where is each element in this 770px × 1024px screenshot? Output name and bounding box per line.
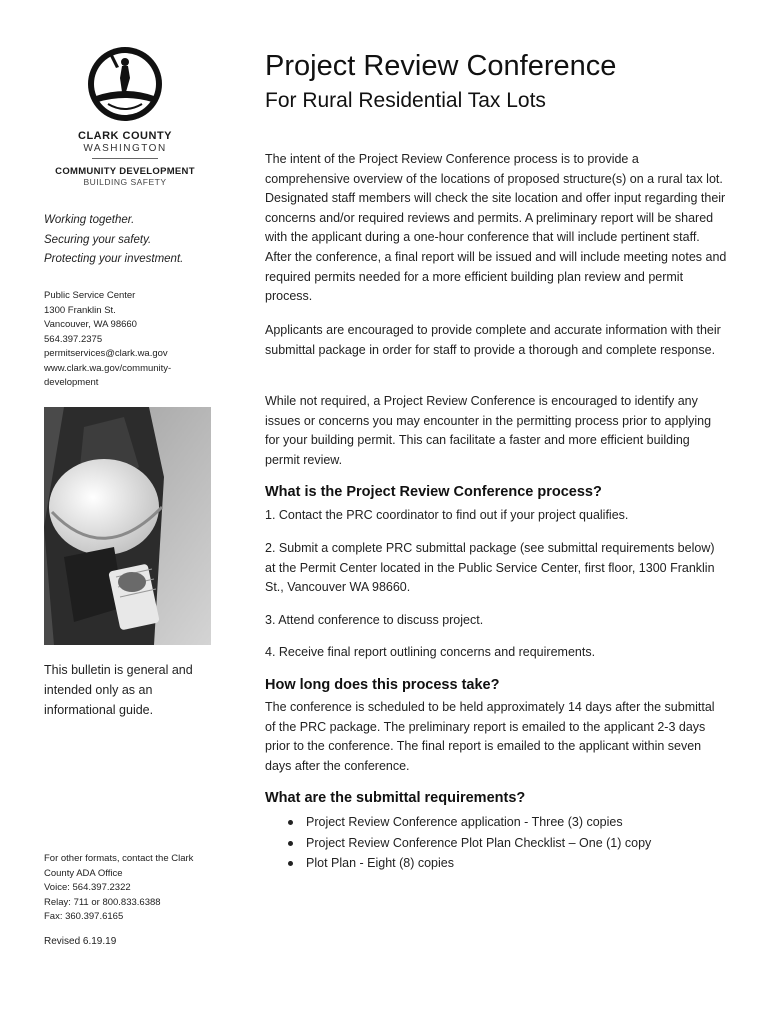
- disclaimer: This bulletin is general and intended only as an informational guide.: [44, 663, 193, 717]
- process-step: 2. Submit a complete PRC submittal package (see submittal requirements below) at the Permit Center located in the Public Service Center, first floor, 1300 Franklin St., Vancouver WA 98660.: [265, 541, 715, 595]
- org-state: WASHINGTON: [83, 143, 167, 154]
- main-header: [265, 48, 725, 114]
- contact-phone: 564.397.2375: [44, 333, 103, 345]
- contact-line: Public Service Center: [44, 290, 136, 301]
- optional-paragraph: While not required, a Project Review Conference is encouraged to identify any issues or concerns you may encounter in the permitting process prior to applying for your building permit. This can facilitate a faster and more efficient building permit review.: [265, 394, 712, 467]
- tagline-line: Working together.: [44, 214, 135, 226]
- org-divider: [92, 158, 158, 159]
- org-name: CLARK COUNTY: [78, 130, 172, 142]
- ada-line: For other formats, contact the Clark: [44, 853, 194, 864]
- contact-line: Vancouver, WA 98660: [44, 319, 137, 330]
- page-title: Project Review Conference: [265, 50, 617, 82]
- ada-voice: Voice: 564.397.2322: [44, 882, 131, 893]
- ada-line: County ADA Office: [44, 867, 123, 879]
- process-heading: What is the Project Review Conference process?: [265, 484, 602, 500]
- duration-paragraph: The conference is scheduled to be held approximately 14 days after the submittal of the PRC package. The preliminary report is emailed to the applicant 2-3 days prior to the conference. The final report is emailed to the applicant within seven days after the conference.: [265, 700, 715, 773]
- tagline: [44, 211, 183, 270]
- ada-fax: Fax: 360.397.6165: [44, 911, 124, 922]
- duration-heading: How long does this process take?: [265, 677, 500, 693]
- process-step: 1. Contact the PRC coordinator to find out if your project qualifies.: [265, 508, 629, 522]
- revision-date: Revised 6.19.19: [44, 936, 117, 947]
- contact-line: 1300 Franklin St.: [44, 304, 116, 316]
- list-item: Project Review Conference Plot Plan Checklist – One (1) copy: [285, 833, 651, 854]
- page-subtitle: For Rural Residential Tax Lots: [265, 89, 546, 112]
- list-item: Project Review Conference application - Three (3) copies: [285, 812, 651, 833]
- contact-info: [44, 289, 171, 391]
- applicants-paragraph: Applicants are encouraged to provide complete and accurate information with their submittal package in order for staff to provide a thorough and complete response.: [265, 323, 721, 357]
- org-division: BUILDING SAFETY: [83, 177, 167, 187]
- tagline-line: Securing your safety.: [44, 233, 152, 246]
- intro-paragraph: The intent of the Project Review Conference process is to provide a comprehensive overview of the locations of proposed structure(s) on a rural tax lot. Designated staff members will check the site location and offer input regarding their concerns and/or required reviews and permits. A preliminary report will be shared with the applicant during a one-hour conference that will include pertinent staff. After the conference, a final report will be issued and will include meeting notes and required permits needed for a more efficient building plan review and permit process.: [265, 152, 727, 304]
- process-step: 3. Attend conference to discuss project.: [265, 613, 484, 627]
- contact-website[interactable]: www.clark.wa.gov/community-: [44, 362, 172, 374]
- clark-county-logo-icon: [86, 44, 164, 124]
- process-step: 4. Receive final report outlining concerns and requirements.: [265, 645, 596, 659]
- ada-contact: [44, 852, 193, 925]
- list-item: Plot Plan - Eight (8) copies: [285, 853, 651, 874]
- contact-website[interactable]: development: [44, 377, 99, 388]
- worker-hardhat-photo: [44, 407, 211, 645]
- org-department: COMMUNITY DEVELOPMENT: [55, 166, 195, 177]
- tagline-line: Protecting your investment.: [44, 253, 184, 265]
- contact-email[interactable]: permitservices@clark.wa.gov: [44, 348, 168, 359]
- requirements-list: [285, 812, 651, 874]
- ada-relay: Relay: 711 or 800.833.6388: [44, 896, 161, 908]
- requirements-heading: What are the submittal requirements?: [265, 790, 526, 806]
